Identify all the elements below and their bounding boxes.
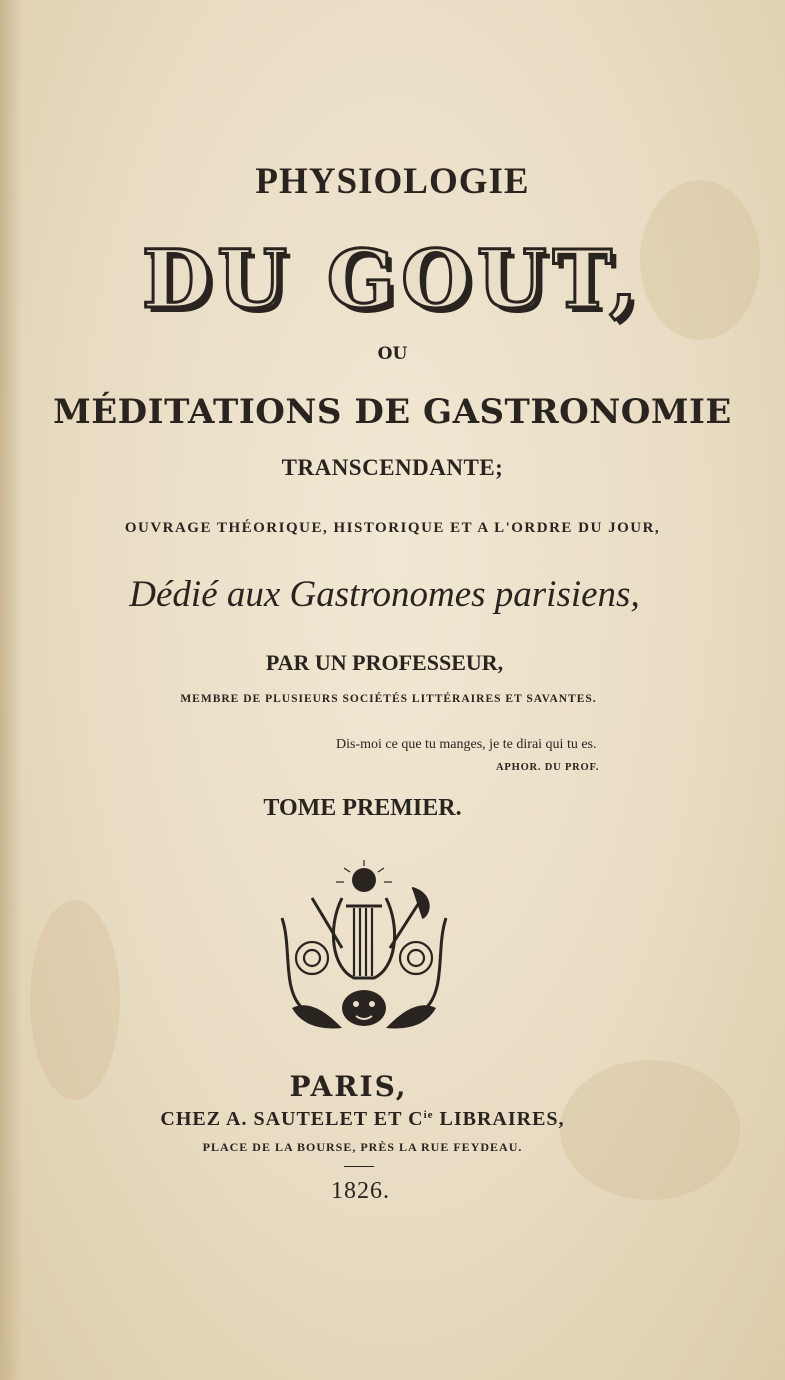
epigraph: Dis-moi ce que tu manges, je te dirai qui tu es.: [336, 737, 597, 752]
imprint-publisher: CHEZ A. SAUTELET ET $C^{ie}$ LIBRAIRES,: [160, 1108, 565, 1130]
title-line-ou: OU: [377, 344, 408, 364]
imprint-year: 1826.: [331, 1178, 390, 1204]
title-line-du-gout: DU GOUT,: [141, 232, 644, 326]
author-line: PAR UN PROFESSEUR,: [265, 650, 504, 675]
divider: [344, 1166, 374, 1167]
volume-label: TOME PREMIER.: [263, 795, 462, 821]
lyre-and-mask-vignette-icon: [272, 858, 456, 1038]
subtitle-meditations: MÉDITATIONS DE GASTRONOMIE: [53, 392, 732, 432]
dedication: Dédié aux Gastronomes parisiens,: [129, 574, 640, 615]
epigraph-attribution: APHOR. DU PROF.: [496, 762, 600, 773]
imprint-city: PARIS,: [289, 1070, 408, 1103]
title-line-physiologie: PHYSIOLOGIE: [255, 161, 530, 202]
subtitle-ouvrage: OUVRAGE THÉORIQUE, HISTORIQUE ET A L'ORDRE DU JOUR,: [124, 520, 661, 536]
imprint-address: PLACE DE LA BOURSE, PRÈS LA RUE FEYDEAU.: [202, 1140, 523, 1154]
author-note: MEMBRE DE PLUSIEURS SOCIÉTÉS LITTÉRAIRES ET SAVANTES.: [180, 693, 597, 705]
subtitle-transcendante: TRANSCENDANTE;: [281, 455, 504, 480]
page-edge-shadow: [0, 0, 22, 1380]
